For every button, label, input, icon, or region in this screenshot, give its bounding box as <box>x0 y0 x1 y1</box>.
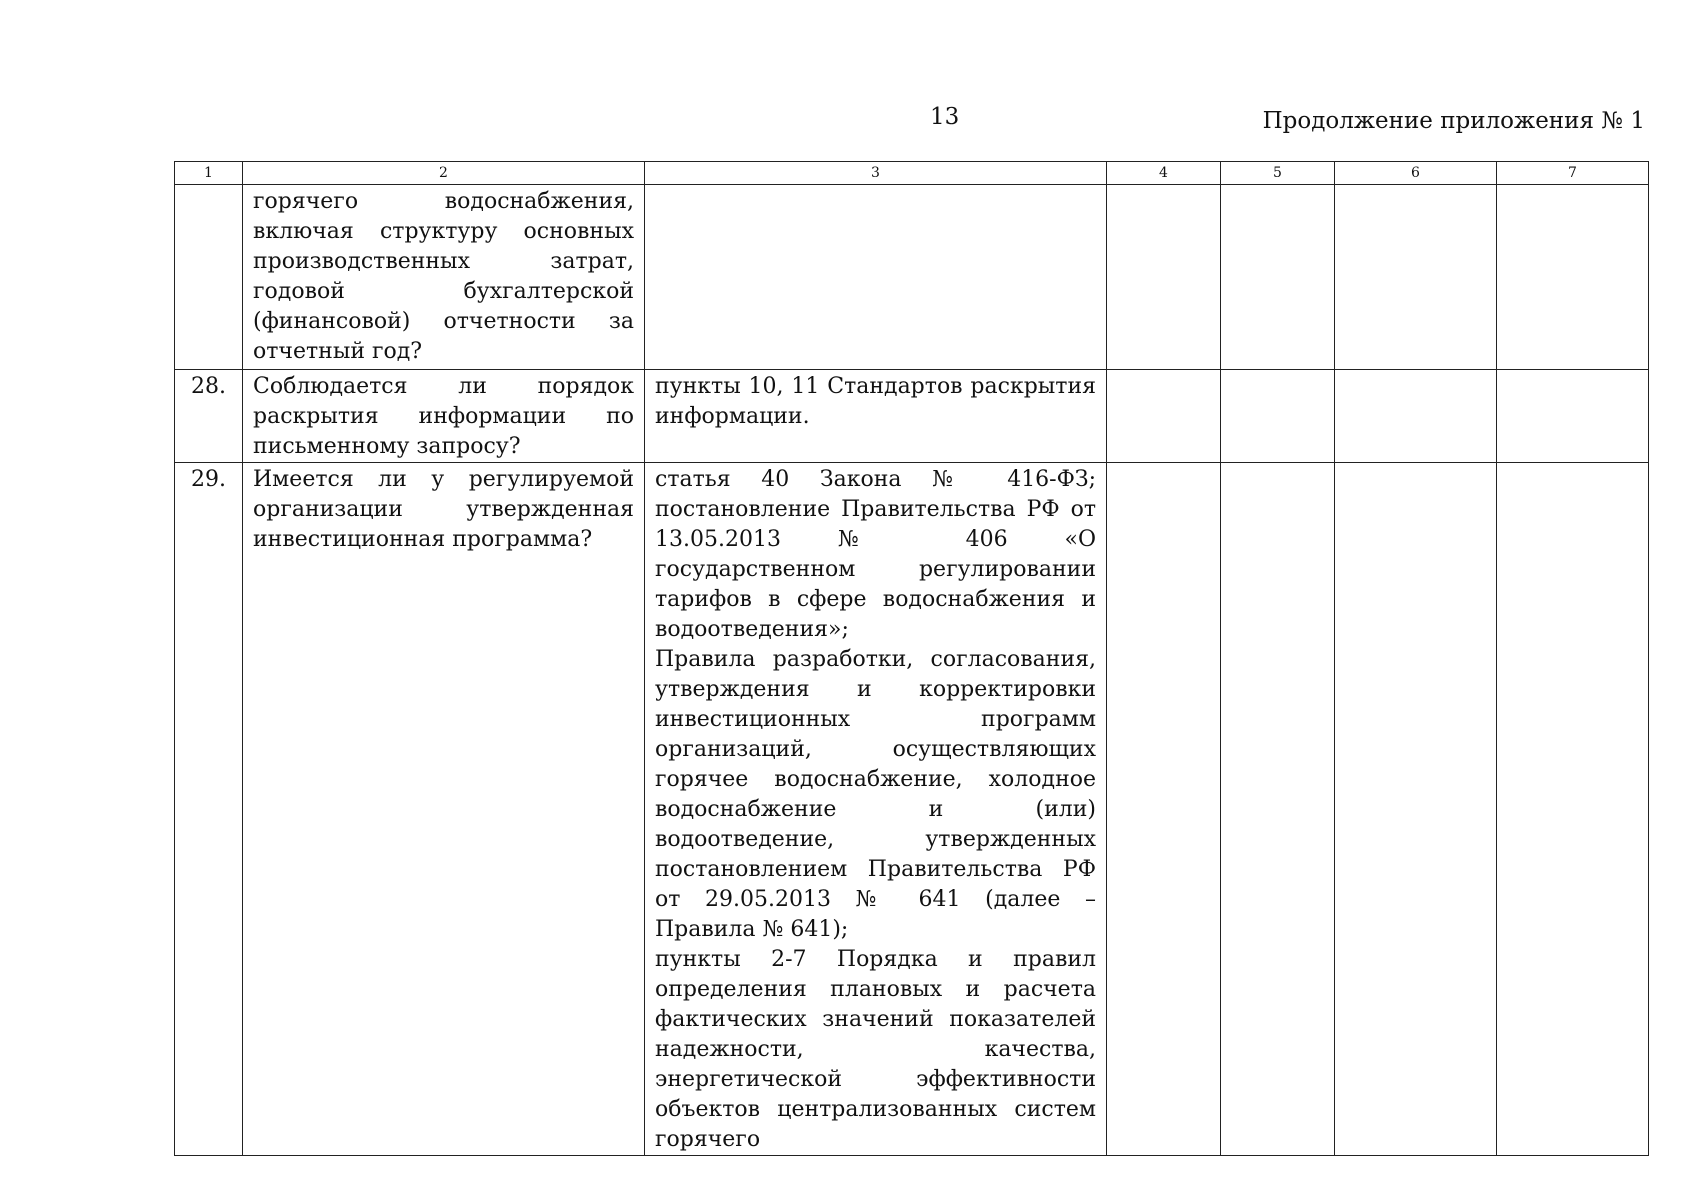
column-header: 7 <box>1497 162 1649 185</box>
empty-cell <box>1221 185 1335 370</box>
references-cell <box>645 463 1107 1156</box>
table-row <box>175 463 1649 1156</box>
reference-paragraph: статья 40 Закона № 416-ФЗ; постановление Правительства РФ от 13.05.2013 № 406 «О государственном регулировании тарифов в сфере водоснабжения и водоотведения»; <box>655 467 1096 642</box>
column-header: 2 <box>243 162 645 185</box>
checklist-table <box>174 161 1649 1156</box>
empty-cell <box>1107 463 1221 1156</box>
empty-cell <box>1107 370 1221 463</box>
column-header: 4 <box>1107 162 1221 185</box>
row-number <box>175 185 243 370</box>
empty-cell <box>1497 185 1649 370</box>
empty-cell <box>1497 463 1649 1156</box>
reference-paragraph: пункты 2-7 Порядка и правил определения плановых и расчета фактических значений показателей надежности, качества, энергетической эффективности объектов централизованных систем горячего <box>655 947 1096 1152</box>
table-row <box>175 185 1649 370</box>
empty-cell <box>1335 185 1497 370</box>
references-cell <box>645 185 1107 370</box>
question-cell: горячего водоснабжения, включая структуру основных производственных затрат, годовой бухгалтерской (финансовой) отчетности за отчетный год? <box>243 185 645 370</box>
reference-paragraph: Правила разработки, согласования, утверждения и корректировки инвестиционных программ организаций, осуществляющих горячее водоснабжение, холодное водоснабжение и (или) водоотведение, утвержденных постановлением Правительства РФ от 29.05.2013 № 641 (далее – Правила № 641); <box>655 647 1096 942</box>
empty-cell <box>1497 370 1649 463</box>
column-header: 3 <box>645 162 1107 185</box>
reference-paragraph: пункты 10, 11 Стандартов раскрытия информации. <box>655 374 1096 429</box>
column-number-header-row <box>175 162 1649 185</box>
empty-cell <box>1221 463 1335 1156</box>
empty-cell <box>1221 370 1335 463</box>
appendix-continuation-label: Продолжение приложения № 1 <box>1262 108 1645 134</box>
row-number: 28. <box>175 370 243 463</box>
references-cell <box>645 370 1107 463</box>
column-header: 1 <box>175 162 243 185</box>
row-number: 29. <box>175 463 243 1156</box>
question-cell: Имеется ли у регулируемой организации утвержденная инвестиционная программа? <box>243 463 645 1156</box>
table-row <box>175 370 1649 463</box>
empty-cell <box>1335 463 1497 1156</box>
question-cell: Соблюдается ли порядок раскрытия информации по письменному запросу? <box>243 370 645 463</box>
empty-cell <box>1107 185 1221 370</box>
empty-cell <box>1335 370 1497 463</box>
page-number: 13 <box>930 104 960 130</box>
column-header: 6 <box>1335 162 1497 185</box>
column-header: 5 <box>1221 162 1335 185</box>
